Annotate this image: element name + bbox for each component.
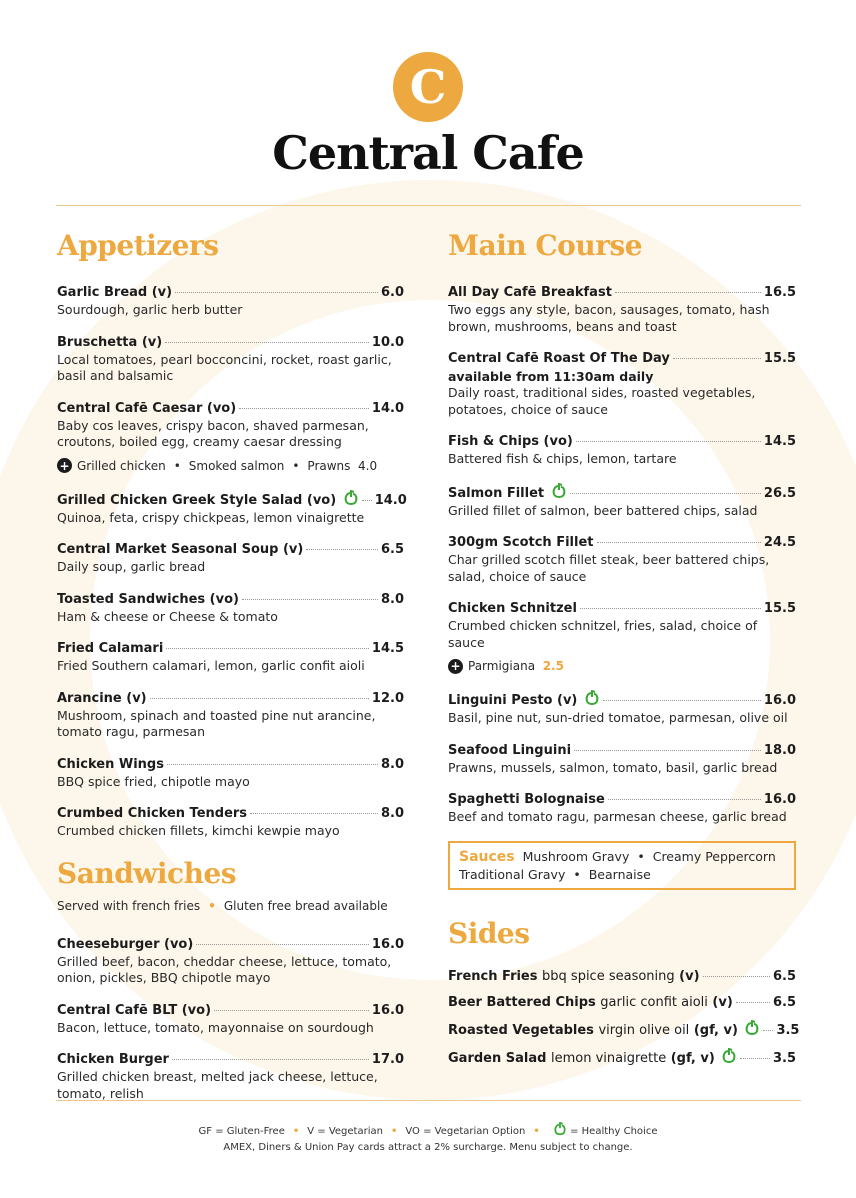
menu-item bbox=[448, 600, 796, 675]
item-name: Chicken Schnitzel bbox=[448, 601, 577, 616]
item-name: Beer Battered Chips garlic confit aioli (v) bbox=[448, 994, 733, 1010]
sauces-title: Sauces bbox=[459, 848, 515, 865]
item-name: Central Cafē Caesar (vo) bbox=[57, 400, 237, 416]
item-name: Garlic Bread (v) bbox=[57, 285, 173, 300]
menu-item bbox=[57, 541, 404, 576]
item-desc: Sourdough, garlic herb butter bbox=[57, 302, 243, 317]
item-price: 24.5 bbox=[763, 535, 796, 550]
healthy-choice-icon bbox=[553, 1122, 567, 1136]
bottom-divider bbox=[56, 1100, 801, 1101]
item-name: Crumbed Chicken Tenders bbox=[57, 806, 248, 821]
item-price: 15.5 bbox=[763, 351, 796, 366]
item-desc: Grilled beef, bacon, cheddar cheese, lettuce, tomato, onion, pickles, BBQ chipotle mayo bbox=[57, 953, 392, 985]
item-price: 12.0 bbox=[371, 690, 404, 706]
sandwiches-title: Sandwiches bbox=[57, 856, 237, 890]
item-price: 6.0 bbox=[380, 285, 404, 300]
item-availability: available from 11:30am daily bbox=[448, 369, 654, 384]
healthy-choice-icon bbox=[721, 1048, 737, 1064]
menu-item bbox=[57, 591, 404, 626]
item-price: 8.0 bbox=[380, 591, 404, 607]
item-name: French Fries bbq spice seasoning (v) bbox=[448, 968, 700, 984]
plus-icon: + bbox=[57, 458, 72, 473]
item-desc: Char grilled scotch fillet steak, beer battered chips, salad, choice of sauce bbox=[448, 552, 770, 584]
item-price: 3.5 bbox=[772, 1050, 796, 1066]
item-price: 16.5 bbox=[763, 285, 796, 300]
item-desc: Fried Southern calamari, lemon, garlic confit aioli bbox=[57, 658, 365, 673]
sauces-box: Sauces Mushroom Gravy • Creamy Peppercorn Traditional Gravy • Bearnaise bbox=[448, 841, 796, 890]
side-item bbox=[448, 994, 796, 1012]
item-desc: Ham & cheese or Cheese & tomato bbox=[57, 608, 278, 624]
item-price: 8.0 bbox=[380, 806, 404, 821]
item-price: 6.5 bbox=[772, 994, 796, 1010]
logo-icon: C bbox=[393, 52, 463, 122]
menu-item bbox=[57, 640, 404, 675]
menu-item bbox=[57, 756, 404, 791]
left-column bbox=[57, 228, 407, 1117]
healthy-choice-icon bbox=[551, 483, 567, 499]
item-desc: Crumbed chicken fillets, kimchi kewpie mayo bbox=[57, 823, 340, 838]
footer bbox=[0, 1122, 856, 1156]
item-name: Cheeseburger (vo) bbox=[57, 936, 194, 952]
item-name: Linguini Pesto (v) bbox=[448, 690, 600, 710]
item-price: 6.5 bbox=[772, 968, 796, 984]
item-desc: BBQ spice fried, chipotle mayo bbox=[57, 773, 250, 789]
menu-item bbox=[448, 284, 796, 335]
item-desc: Mushroom, spinach and toasted pine nut arancine, tomato ragu, parmesan bbox=[57, 707, 376, 739]
item-desc: Daily roast, traditional sides, roasted vegetables, potatoes, choice of sauce bbox=[448, 385, 756, 417]
item-name: Central Market Seasonal Soup (v) bbox=[57, 542, 304, 557]
item-name: Garden Salad lemon vinaigrette (gf, v) bbox=[448, 1048, 737, 1068]
item-price: 14.0 bbox=[374, 492, 407, 508]
item-price: 3.5 bbox=[776, 1022, 800, 1038]
item-price: 16.0 bbox=[371, 936, 404, 952]
item-price: 8.0 bbox=[380, 756, 404, 772]
item-desc: Two eggs any style, bacon, sausages, tomato, hash brown, mushrooms, beans and toast bbox=[448, 302, 770, 334]
surcharge-note: AMEX, Diners & Union Pay cards attract a 2% surcharge. Menu subject to change. bbox=[223, 1142, 633, 1153]
item-price: 14.0 bbox=[371, 400, 404, 416]
item-price: 6.5 bbox=[380, 542, 404, 557]
menu-item bbox=[448, 742, 796, 777]
item-name: Central Cafē BLT (vo) bbox=[57, 1002, 212, 1018]
menu-item bbox=[448, 690, 796, 727]
item-price: 26.5 bbox=[763, 485, 796, 501]
item-price: 16.0 bbox=[763, 693, 796, 708]
healthy-choice-icon bbox=[584, 690, 600, 706]
main-course-title: Main Course bbox=[448, 229, 643, 262]
item-name: Bruschetta (v) bbox=[57, 334, 163, 350]
item-name: Spaghetti Bolognaise bbox=[448, 792, 605, 807]
item-price: 14.5 bbox=[763, 434, 796, 449]
item-desc: Quinoa, feta, crispy chickpeas, lemon vinaigrette bbox=[57, 509, 365, 525]
item-desc: Battered fish & chips, lemon, tartare bbox=[448, 451, 677, 466]
addon-options: + Parmigiana 2.5 bbox=[448, 657, 796, 675]
menu-item bbox=[448, 534, 796, 585]
side-item bbox=[448, 1020, 800, 1040]
right-column bbox=[448, 228, 800, 1076]
menu-item bbox=[57, 490, 407, 527]
healthy-choice-icon bbox=[744, 1020, 760, 1036]
menu-item bbox=[57, 690, 404, 741]
plus-icon: + bbox=[448, 659, 463, 674]
item-name: Grilled Chicken Greek Style Salad (vo) bbox=[57, 490, 359, 510]
item-desc: Prawns, mussels, salmon, tomato, basil, garlic bread bbox=[448, 759, 778, 775]
item-name: Salmon Fillet bbox=[448, 483, 567, 503]
item-name: Arancine (v) bbox=[57, 690, 147, 706]
item-name: Fish & Chips (vo) bbox=[448, 434, 573, 449]
appetizers-title: Appetizers bbox=[57, 229, 219, 262]
item-name: 300gm Scotch Fillet bbox=[448, 535, 594, 550]
item-desc: Grilled fillet of salmon, beer battered chips, salad bbox=[448, 502, 758, 518]
legend: GF = Gluten-Free • V = Vegetarian • VO = Vegetarian Option • = Healthy Choice bbox=[0, 1122, 856, 1140]
menu-item bbox=[57, 805, 404, 840]
healthy-choice-icon bbox=[343, 490, 359, 506]
menu-item bbox=[57, 400, 404, 475]
header bbox=[0, 52, 856, 180]
top-divider bbox=[56, 205, 801, 206]
menu-item bbox=[448, 483, 796, 520]
menu-item bbox=[448, 791, 796, 826]
item-name: Roasted Vegetables virgin olive oil (gf, v) bbox=[448, 1020, 760, 1040]
item-name: Seafood Linguini bbox=[448, 742, 572, 758]
addon-options: + Grilled chicken • Smoked salmon • Prawns 4.0 bbox=[57, 457, 404, 475]
item-name: Central Cafē Roast Of The Day bbox=[448, 351, 670, 366]
item-price: 17.0 bbox=[371, 1052, 404, 1067]
item-name: Chicken Wings bbox=[57, 756, 164, 772]
item-price: 16.0 bbox=[371, 1002, 404, 1018]
side-item bbox=[448, 968, 796, 986]
item-desc: Beef and tomato ragu, parmesan cheese, garlic bread bbox=[448, 809, 787, 824]
item-desc: Grilled chicken breast, melted jack cheese, lettuce, tomato, relish bbox=[57, 1069, 378, 1101]
item-price: 10.0 bbox=[371, 334, 404, 350]
item-desc: Local tomatoes, pearl bocconcini, rocket, roast garlic, basil and balsamic bbox=[57, 351, 392, 383]
menu-item bbox=[448, 350, 796, 418]
side-item bbox=[448, 1048, 796, 1068]
item-price: 18.0 bbox=[763, 742, 796, 758]
menu-item bbox=[57, 1051, 404, 1102]
menu-item bbox=[57, 936, 404, 987]
item-desc: Basil, pine nut, sun-dried tomatoe, parmesan, olive oil bbox=[448, 710, 788, 725]
item-name: Fried Calamari bbox=[57, 641, 164, 656]
item-desc: Bacon, lettuce, tomato, mayonnaise on sourdough bbox=[57, 1019, 374, 1035]
item-desc: Daily soup, garlic bread bbox=[57, 559, 206, 574]
item-desc: Baby cos leaves, crispy bacon, shaved parmesan, croutons, boiled egg, creamy caesar dressing bbox=[57, 417, 369, 449]
menu-item bbox=[57, 1002, 404, 1037]
item-price: 14.5 bbox=[371, 641, 404, 656]
sandwiches-note: Served with french fries • Gluten free bread available bbox=[57, 898, 388, 913]
brand-name: Central Cafe bbox=[272, 126, 584, 180]
item-price: 15.5 bbox=[763, 601, 796, 616]
item-price: 16.0 bbox=[763, 792, 796, 807]
item-name: All Day Cafē Breakfast bbox=[448, 285, 612, 300]
item-name: Toasted Sandwiches (vo) bbox=[57, 591, 239, 607]
menu-item bbox=[57, 334, 404, 385]
menu-item bbox=[57, 284, 404, 319]
menu-item bbox=[448, 433, 796, 468]
item-name: Chicken Burger bbox=[57, 1052, 169, 1067]
item-desc: Crumbed chicken schnitzel, fries, salad, choice of sauce bbox=[448, 618, 758, 650]
sides-title: Sides bbox=[448, 916, 530, 950]
